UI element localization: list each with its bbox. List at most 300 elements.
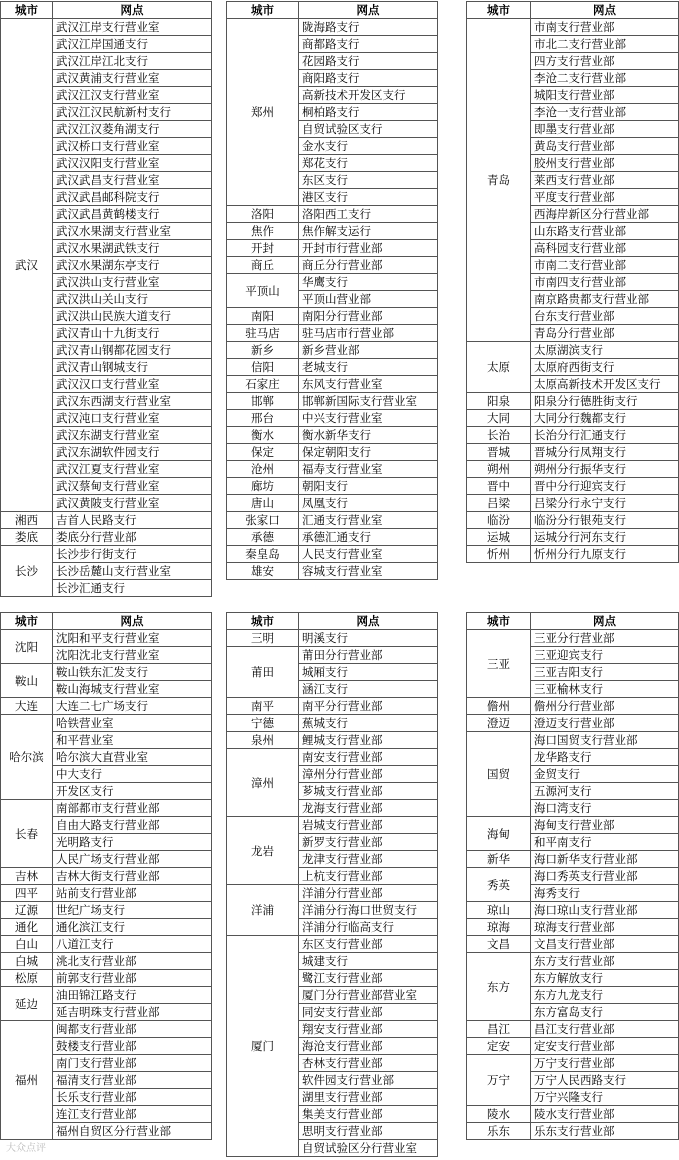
branch-cell: 武汉江夏支行营业室 [53, 461, 212, 478]
table-row [1, 546, 212, 563]
city-cell: 万宁 [467, 1055, 531, 1106]
city-cell: 雄安 [227, 563, 299, 580]
branch-cell: 武汉沌口支行营业室 [53, 410, 212, 427]
branch-cell: 海口新华支行营业部 [531, 851, 679, 868]
branch-cell: 文昌支行营业部 [531, 936, 679, 953]
city-cell: 武汉 [1, 19, 53, 512]
branch-cell: 武汉江汉支行营业室 [53, 87, 212, 104]
branch-cell: 八道江支行 [53, 936, 212, 953]
branch-cell: 岩城支行营业部 [299, 817, 438, 834]
city-cell: 哈尔滨 [1, 715, 53, 800]
table-row [467, 342, 679, 359]
table-row [467, 444, 679, 461]
branch-cell: 衡水新华支行 [299, 427, 438, 444]
table-row [467, 817, 679, 834]
city-cell: 白城 [1, 953, 53, 970]
branch-cell: 万宁人民西路支行 [531, 1072, 679, 1089]
branch-cell: 芗城支行营业部 [299, 783, 438, 800]
branch-cell: 武汉洪山支行营业室 [53, 274, 212, 291]
table-row [227, 444, 438, 461]
branch-cell: 武汉黄浦支行营业室 [53, 70, 212, 87]
branch-cell: 四方支行营业部 [531, 53, 679, 70]
table-row [1, 19, 212, 36]
branch-cell: 洋浦分行临高支行 [299, 919, 438, 936]
branch-cell: 龙华路支行 [531, 749, 679, 766]
branch-cell: 万宁兴隆支行 [531, 1089, 679, 1106]
table-row [227, 715, 438, 732]
table-row [1, 885, 212, 902]
branch-cell: 海口琼山支行营业部 [531, 902, 679, 919]
table-row [227, 359, 438, 376]
branch-cell: 明溪支行 [299, 630, 438, 647]
city-cell: 沈阳 [1, 630, 53, 664]
branch-cell: 鼓楼支行营业部 [53, 1038, 212, 1055]
branch-cell: 李沧二支行营业部 [531, 70, 679, 87]
branch-cell: 武汉江岸支行营业室 [53, 19, 212, 36]
city-cell: 昌江 [467, 1021, 531, 1038]
branch-cell: 长沙步行街支行 [53, 546, 212, 563]
city-cell: 琼海 [467, 919, 531, 936]
branch-cell: 西海岸新区分行营业部 [531, 206, 679, 223]
table-row [467, 851, 679, 868]
branch-cell: 市南四支行营业部 [531, 274, 679, 291]
city-cell: 海甸 [467, 817, 531, 851]
city-cell: 三亚 [467, 630, 531, 698]
branch-cell: 武汉江汉菱角湖支行 [53, 121, 212, 138]
table-row [227, 206, 438, 223]
branch-cell: 李沧一支行营业部 [531, 104, 679, 121]
city-cell: 承德 [227, 529, 299, 546]
branch-cell: 和平南支行 [531, 834, 679, 851]
table-row [467, 1055, 679, 1072]
branch-cell: 福寿支行营业室 [299, 461, 438, 478]
branch-cell: 儋州分行营业部 [531, 698, 679, 715]
branch-cell: 蕉城支行 [299, 715, 438, 732]
city-cell: 通化 [1, 919, 53, 936]
branch-cell: 沈阳和平支行营业室 [53, 630, 212, 647]
branch-cell: 武汉黄陂支行营业室 [53, 495, 212, 512]
city-cell: 陵水 [467, 1106, 531, 1123]
branch-cell: 世纪广场支行 [53, 902, 212, 919]
city-cell: 廊坊 [227, 478, 299, 495]
table-row [227, 495, 438, 512]
city-cell: 长春 [1, 800, 53, 868]
branch-cell: 东区支行营业部 [299, 936, 438, 953]
city-cell: 太原 [467, 342, 531, 393]
city-cell: 临汾 [467, 512, 531, 529]
table-row [467, 427, 679, 444]
branch-cell: 龙海支行营业部 [299, 800, 438, 817]
branch-cell: 涵江支行 [299, 681, 438, 698]
branch-cell: 万宁支行营业部 [531, 1055, 679, 1072]
city-cell: 石家庄 [227, 376, 299, 393]
branch-cell: 洮北支行营业部 [53, 953, 212, 970]
branch-column-header: 网点 [531, 2, 679, 19]
city-cell: 南阳 [227, 308, 299, 325]
table-row [467, 698, 679, 715]
city-cell: 三明 [227, 630, 299, 647]
branch-cell: 哈铁营业室 [53, 715, 212, 732]
city-cell: 运城 [467, 529, 531, 546]
branch-cell: 武汉汉口支行营业室 [53, 376, 212, 393]
branch-cell: 吉首人民路支行 [53, 512, 212, 529]
branch-cell: 龙津支行营业部 [299, 851, 438, 868]
branch-cell: 武汉蔡甸支行营业室 [53, 478, 212, 495]
branch-cell: 凤凰支行 [299, 495, 438, 512]
branch-cell: 鞍山海城支行营业室 [53, 681, 212, 698]
table-row [227, 240, 438, 257]
branch-cell: 东方富岛支行 [531, 1004, 679, 1021]
table-row [1, 698, 212, 715]
table-row [227, 223, 438, 240]
city-cell: 娄底 [1, 529, 53, 546]
branch-cell: 商都路支行 [299, 36, 438, 53]
branch-cell: 油田锦江路支行 [53, 987, 212, 1004]
branch-cell: 大连二七广场支行 [53, 698, 212, 715]
city-cell: 湘西 [1, 512, 53, 529]
branch-cell: 忻州分行九原支行 [531, 546, 679, 563]
city-cell: 延边 [1, 987, 53, 1021]
city-cell: 辽源 [1, 902, 53, 919]
city-cell: 保定 [227, 444, 299, 461]
branch-cell: 武汉洪山民族大道支行 [53, 308, 212, 325]
city-column-header: 城市 [467, 613, 531, 630]
branch-cell: 市北二支行营业部 [531, 36, 679, 53]
city-cell: 驻马店 [227, 325, 299, 342]
city-cell: 长沙 [1, 546, 53, 597]
branch-cell: 朝阳支行 [299, 478, 438, 495]
branch-cell: 开封市行营业部 [299, 240, 438, 257]
branch-cell: 武汉武昌支行营业室 [53, 172, 212, 189]
branch-cell: 陇海路支行 [299, 19, 438, 36]
table-row [1, 715, 212, 732]
branch-cell: 昌江支行营业部 [531, 1021, 679, 1038]
branch-column-header: 网点 [531, 613, 679, 630]
branch-cell: 杏林支行营业部 [299, 1055, 438, 1072]
table-row [227, 885, 438, 902]
branch-cell: 胶州支行营业部 [531, 155, 679, 172]
table-row [467, 1021, 679, 1038]
branch-cell: 华鹰支行 [299, 274, 438, 291]
table-block-1 [0, 1, 212, 597]
city-cell: 国贸 [467, 732, 531, 817]
branch-cell: 吕梁分行永宁支行 [531, 495, 679, 512]
city-cell: 洋浦 [227, 885, 299, 936]
city-cell: 朔州 [467, 461, 531, 478]
table-row [1, 664, 212, 681]
branch-cell: 自由大路支行营业部 [53, 817, 212, 834]
branch-cell: 城阳支行营业部 [531, 87, 679, 104]
branch-cell: 阳泉分行德胜街支行 [531, 393, 679, 410]
branch-cell: 武汉洪山关山支行 [53, 291, 212, 308]
branch-cell: 福州自贸区分行营业部 [53, 1123, 212, 1140]
branch-cell: 运城分行河东支行 [531, 529, 679, 546]
branch-cell: 澄迈支行营业部 [531, 715, 679, 732]
branch-cell: 洋浦分行营业部 [299, 885, 438, 902]
city-cell: 南平 [227, 698, 299, 715]
city-column-header: 城市 [227, 2, 299, 19]
branch-cell: 东方解放支行 [531, 970, 679, 987]
branch-cell: 驻马店市行营业部 [299, 325, 438, 342]
branch-cell: 台东支行营业部 [531, 308, 679, 325]
branch-cell: 容城支行营业室 [299, 563, 438, 580]
table-row [467, 1123, 679, 1140]
branch-cell: 武汉东湖软件园支行 [53, 444, 212, 461]
table-row [1, 800, 212, 817]
branch-cell: 光明路支行 [53, 834, 212, 851]
table-row [1, 868, 212, 885]
branch-cell: 连江支行营业部 [53, 1106, 212, 1123]
table-row [467, 512, 679, 529]
header-row [227, 2, 438, 19]
branch-cell: 海沧支行营业部 [299, 1038, 438, 1055]
branch-cell: 老城支行 [299, 359, 438, 376]
city-cell: 焦作 [227, 223, 299, 240]
city-cell: 松原 [1, 970, 53, 987]
branch-cell: 武汉东西湖支行营业室 [53, 393, 212, 410]
branch-cell: 长沙汇通支行 [53, 580, 212, 597]
branch-cell: 太原湖滨支行 [531, 342, 679, 359]
table-row [227, 546, 438, 563]
branch-cell: 新罗支行营业部 [299, 834, 438, 851]
branch-cell: 同安支行营业部 [299, 1004, 438, 1021]
table-block-6 [466, 612, 679, 1140]
header-row [467, 2, 679, 19]
table-row [227, 698, 438, 715]
table-row [1, 919, 212, 936]
table-row [227, 342, 438, 359]
table-row [467, 1038, 679, 1055]
branch-cell: 海甸支行营业部 [531, 817, 679, 834]
table-row [227, 274, 438, 291]
branch-cell: 武汉青山钢都花园支行 [53, 342, 212, 359]
city-cell: 乐东 [467, 1123, 531, 1140]
branch-cell: 鞍山铁东汇发支行 [53, 664, 212, 681]
table-row [227, 376, 438, 393]
branch-cell: 平度支行营业部 [531, 189, 679, 206]
branch-cell: 新乡营业部 [299, 342, 438, 359]
branch-cell: 武汉桥口支行营业室 [53, 138, 212, 155]
table-row [227, 410, 438, 427]
city-cell: 大同 [467, 410, 531, 427]
city-cell: 沧州 [227, 461, 299, 478]
branch-cell: 延吉明珠支行营业部 [53, 1004, 212, 1021]
city-cell: 鞍山 [1, 664, 53, 698]
table-row [227, 529, 438, 546]
city-cell: 邢台 [227, 410, 299, 427]
city-cell: 衡水 [227, 427, 299, 444]
branch-cell: 沈阳沈北支行营业室 [53, 647, 212, 664]
table-row [467, 461, 679, 478]
table-block-2 [226, 1, 438, 580]
table-row [467, 919, 679, 936]
city-cell: 大连 [1, 698, 53, 715]
table-row [467, 902, 679, 919]
table-row [467, 715, 679, 732]
city-cell: 郑州 [227, 19, 299, 206]
table-row [227, 732, 438, 749]
table-row [467, 393, 679, 410]
branch-cell: 城厢支行 [299, 664, 438, 681]
city-cell: 儋州 [467, 698, 531, 715]
branch-cell: 三亚榆林支行 [531, 681, 679, 698]
city-cell: 唐山 [227, 495, 299, 512]
branch-cell: 晋城分行凤翔支行 [531, 444, 679, 461]
table-row [1, 902, 212, 919]
city-cell: 阳泉 [467, 393, 531, 410]
branch-cell: 哈尔滨大直营业室 [53, 749, 212, 766]
branch-cell: 黄岛支行营业部 [531, 138, 679, 155]
branch-cell: 琼海支行营业部 [531, 919, 679, 936]
branch-cell: 汇通支行营业室 [299, 512, 438, 529]
branch-column-header: 网点 [299, 2, 438, 19]
branch-cell: 即墨支行营业部 [531, 121, 679, 138]
branch-cell: 人民广场支行营业部 [53, 851, 212, 868]
branch-cell: 站前支行营业部 [53, 885, 212, 902]
branch-cell: 武汉水果湖东亭支行 [53, 257, 212, 274]
branch-cell: 闽都支行营业部 [53, 1021, 212, 1038]
branch-cell: 东风支行营业室 [299, 376, 438, 393]
branch-cell: 三亚吉阳支行 [531, 664, 679, 681]
branch-cell: 武汉水果湖武铁支行 [53, 240, 212, 257]
branch-cell: 五源河支行 [531, 783, 679, 800]
city-cell: 新华 [467, 851, 531, 868]
city-cell: 澄迈 [467, 715, 531, 732]
branch-cell: 武汉江汉民航新村支行 [53, 104, 212, 121]
branch-cell: 市南二支行营业部 [531, 257, 679, 274]
table-row [227, 393, 438, 410]
branch-cell: 武汉江岸国通支行 [53, 36, 212, 53]
branch-cell: 自贸试验区支行 [299, 121, 438, 138]
city-cell: 忻州 [467, 546, 531, 563]
city-cell: 洛阳 [227, 206, 299, 223]
table-row [227, 936, 438, 953]
branch-cell: 花园路支行 [299, 53, 438, 70]
table-row [227, 512, 438, 529]
city-column-header: 城市 [227, 613, 299, 630]
city-cell: 泉州 [227, 732, 299, 749]
header-row [227, 613, 438, 630]
branch-cell: 晋中分行迎宾支行 [531, 478, 679, 495]
header-row [467, 613, 679, 630]
branch-column-header: 网点 [53, 2, 212, 19]
branch-cell: 武汉汉阳支行营业室 [53, 155, 212, 172]
branch-cell: 思明支行营业部 [299, 1123, 438, 1140]
branch-cell: 海口湾支行 [531, 800, 679, 817]
branch-cell: 商丘分行营业部 [299, 257, 438, 274]
table-row [467, 630, 679, 647]
branch-cell: 洋浦分行海口世贸支行 [299, 902, 438, 919]
branch-column-header: 网点 [299, 613, 438, 630]
branch-cell: 鹭江支行营业部 [299, 970, 438, 987]
table-row [467, 868, 679, 885]
table-row [227, 19, 438, 36]
branch-cell: 商阳路支行 [299, 70, 438, 87]
city-cell: 定安 [467, 1038, 531, 1055]
city-column-header: 城市 [467, 2, 531, 19]
branch-cell: 三亚迎宾支行 [531, 647, 679, 664]
city-cell: 信阳 [227, 359, 299, 376]
branch-cell: 集美支行营业部 [299, 1106, 438, 1123]
table-row [227, 817, 438, 834]
city-cell: 青岛 [467, 19, 531, 342]
branch-cell: 中大支行 [53, 766, 212, 783]
table-row [1, 529, 212, 546]
branch-cell: 朔州分行振华支行 [531, 461, 679, 478]
branch-cell: 吉林大街支行营业部 [53, 868, 212, 885]
branch-cell: 翔安支行营业部 [299, 1021, 438, 1038]
table-row [467, 19, 679, 36]
branch-cell: 莆田分行营业部 [299, 647, 438, 664]
branch-cell: 南平分行营业部 [299, 698, 438, 715]
branch-cell: 软件园支行营业部 [299, 1072, 438, 1089]
branch-cell: 长乐支行营业部 [53, 1089, 212, 1106]
table-row [467, 546, 679, 563]
branch-cell: 临汾分行银苑支行 [531, 512, 679, 529]
city-cell: 长治 [467, 427, 531, 444]
branch-cell: 洛阳西工支行 [299, 206, 438, 223]
city-column-header: 城市 [1, 2, 53, 19]
table-row [1, 630, 212, 647]
city-cell: 新乡 [227, 342, 299, 359]
table-row [227, 257, 438, 274]
branch-cell: 武汉青山十九街支行 [53, 325, 212, 342]
branch-cell: 港区支行 [299, 189, 438, 206]
branch-cell: 武汉武昌黄鹤楼支行 [53, 206, 212, 223]
table-block-3 [466, 1, 679, 563]
city-column-header: 城市 [1, 613, 53, 630]
branch-cell: 太原高新技术开发区支行 [531, 376, 679, 393]
branch-cell: 山东路支行营业部 [531, 223, 679, 240]
table-row [467, 478, 679, 495]
branch-cell: 东方九龙支行 [531, 987, 679, 1004]
branch-cell: 太原府西街支行 [531, 359, 679, 376]
table-row [1, 1021, 212, 1038]
table-row [467, 936, 679, 953]
branch-cell: 三亚分行营业部 [531, 630, 679, 647]
city-cell: 龙岩 [227, 817, 299, 885]
city-cell: 晋中 [467, 478, 531, 495]
branch-cell: 南门支行营业部 [53, 1055, 212, 1072]
city-cell: 莆田 [227, 647, 299, 698]
branch-cell: 和平营业室 [53, 732, 212, 749]
city-cell: 福州 [1, 1021, 53, 1140]
city-cell: 厦门 [227, 936, 299, 1157]
branch-cell: 前郭支行营业部 [53, 970, 212, 987]
city-cell: 张家口 [227, 512, 299, 529]
branch-cell: 邯郸新国际支行营业室 [299, 393, 438, 410]
branch-cell: 平顶山营业部 [299, 291, 438, 308]
city-cell: 平顶山 [227, 274, 299, 308]
branch-cell: 长沙岳麓山支行营业室 [53, 563, 212, 580]
table-block-4 [0, 612, 212, 1140]
branch-cell: 鲤城支行营业部 [299, 732, 438, 749]
table-row [1, 953, 212, 970]
city-cell: 邯郸 [227, 393, 299, 410]
branch-cell: 郑花支行 [299, 155, 438, 172]
table-row [227, 478, 438, 495]
branch-cell: 乐东支行营业部 [531, 1123, 679, 1140]
table-row [467, 495, 679, 512]
table-row [227, 647, 438, 664]
branch-cell: 武汉江岸江北支行 [53, 53, 212, 70]
branch-cell: 海秀支行 [531, 885, 679, 902]
branch-cell: 桐柏路支行 [299, 104, 438, 121]
branch-cell: 焦作解支运行 [299, 223, 438, 240]
table-row [1, 970, 212, 987]
branch-cell: 高科园支行营业部 [531, 240, 679, 257]
table-row [467, 1106, 679, 1123]
